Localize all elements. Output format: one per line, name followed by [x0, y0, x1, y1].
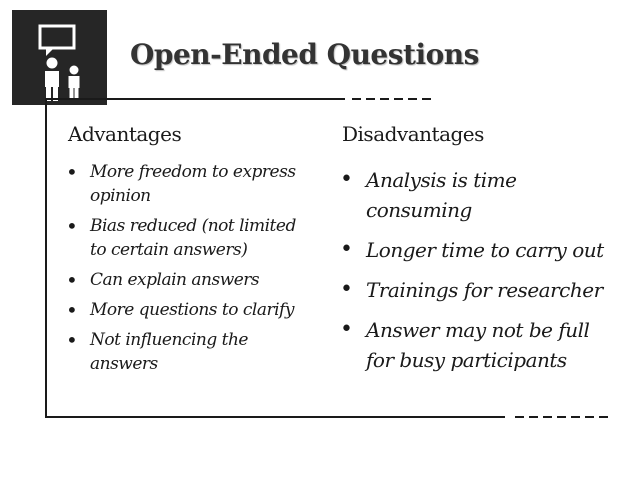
bottom-rule-dashes	[515, 416, 610, 418]
bullet-icon: •	[66, 298, 78, 322]
page-title: Open-Ended Questions	[130, 38, 479, 71]
list-item: • More freedom to express opinion	[66, 160, 296, 206]
list-item: • Analysis is time consuming	[340, 167, 517, 222]
bullet-icon: •	[66, 214, 78, 238]
advantages-heading: Advantages	[68, 122, 182, 146]
bullet-icon: •	[340, 237, 353, 262]
list-item: • Not influencing the answers	[66, 328, 248, 374]
list-item: • Answer may not be full for busy participants	[340, 317, 590, 372]
left-rule	[45, 98, 47, 418]
bullet-icon: •	[340, 277, 353, 302]
list-item: • Trainings for researcher	[340, 275, 610, 305]
top-rule	[45, 98, 345, 100]
bullet-icon: •	[340, 167, 353, 192]
bullet-icon: •	[66, 268, 78, 292]
disadvantages-heading: Disadvantages	[342, 122, 484, 146]
list-item: • Bias reduced (not limited to certain answers)	[66, 214, 296, 260]
list-item: • More questions to clarify	[66, 298, 294, 322]
bottom-rule	[45, 416, 505, 418]
list-item: • Can explain answers	[66, 268, 260, 292]
list-item: • Longer time to carry out	[340, 235, 610, 265]
bullet-icon: •	[66, 160, 78, 184]
bullet-icon: •	[66, 328, 78, 352]
logo-box	[12, 10, 107, 105]
top-rule-dashes	[352, 98, 432, 100]
presenter-icon	[12, 10, 107, 105]
advantages-list	[66, 160, 306, 382]
bullet-icon: •	[340, 317, 353, 342]
disadvantages-list	[340, 165, 610, 385]
